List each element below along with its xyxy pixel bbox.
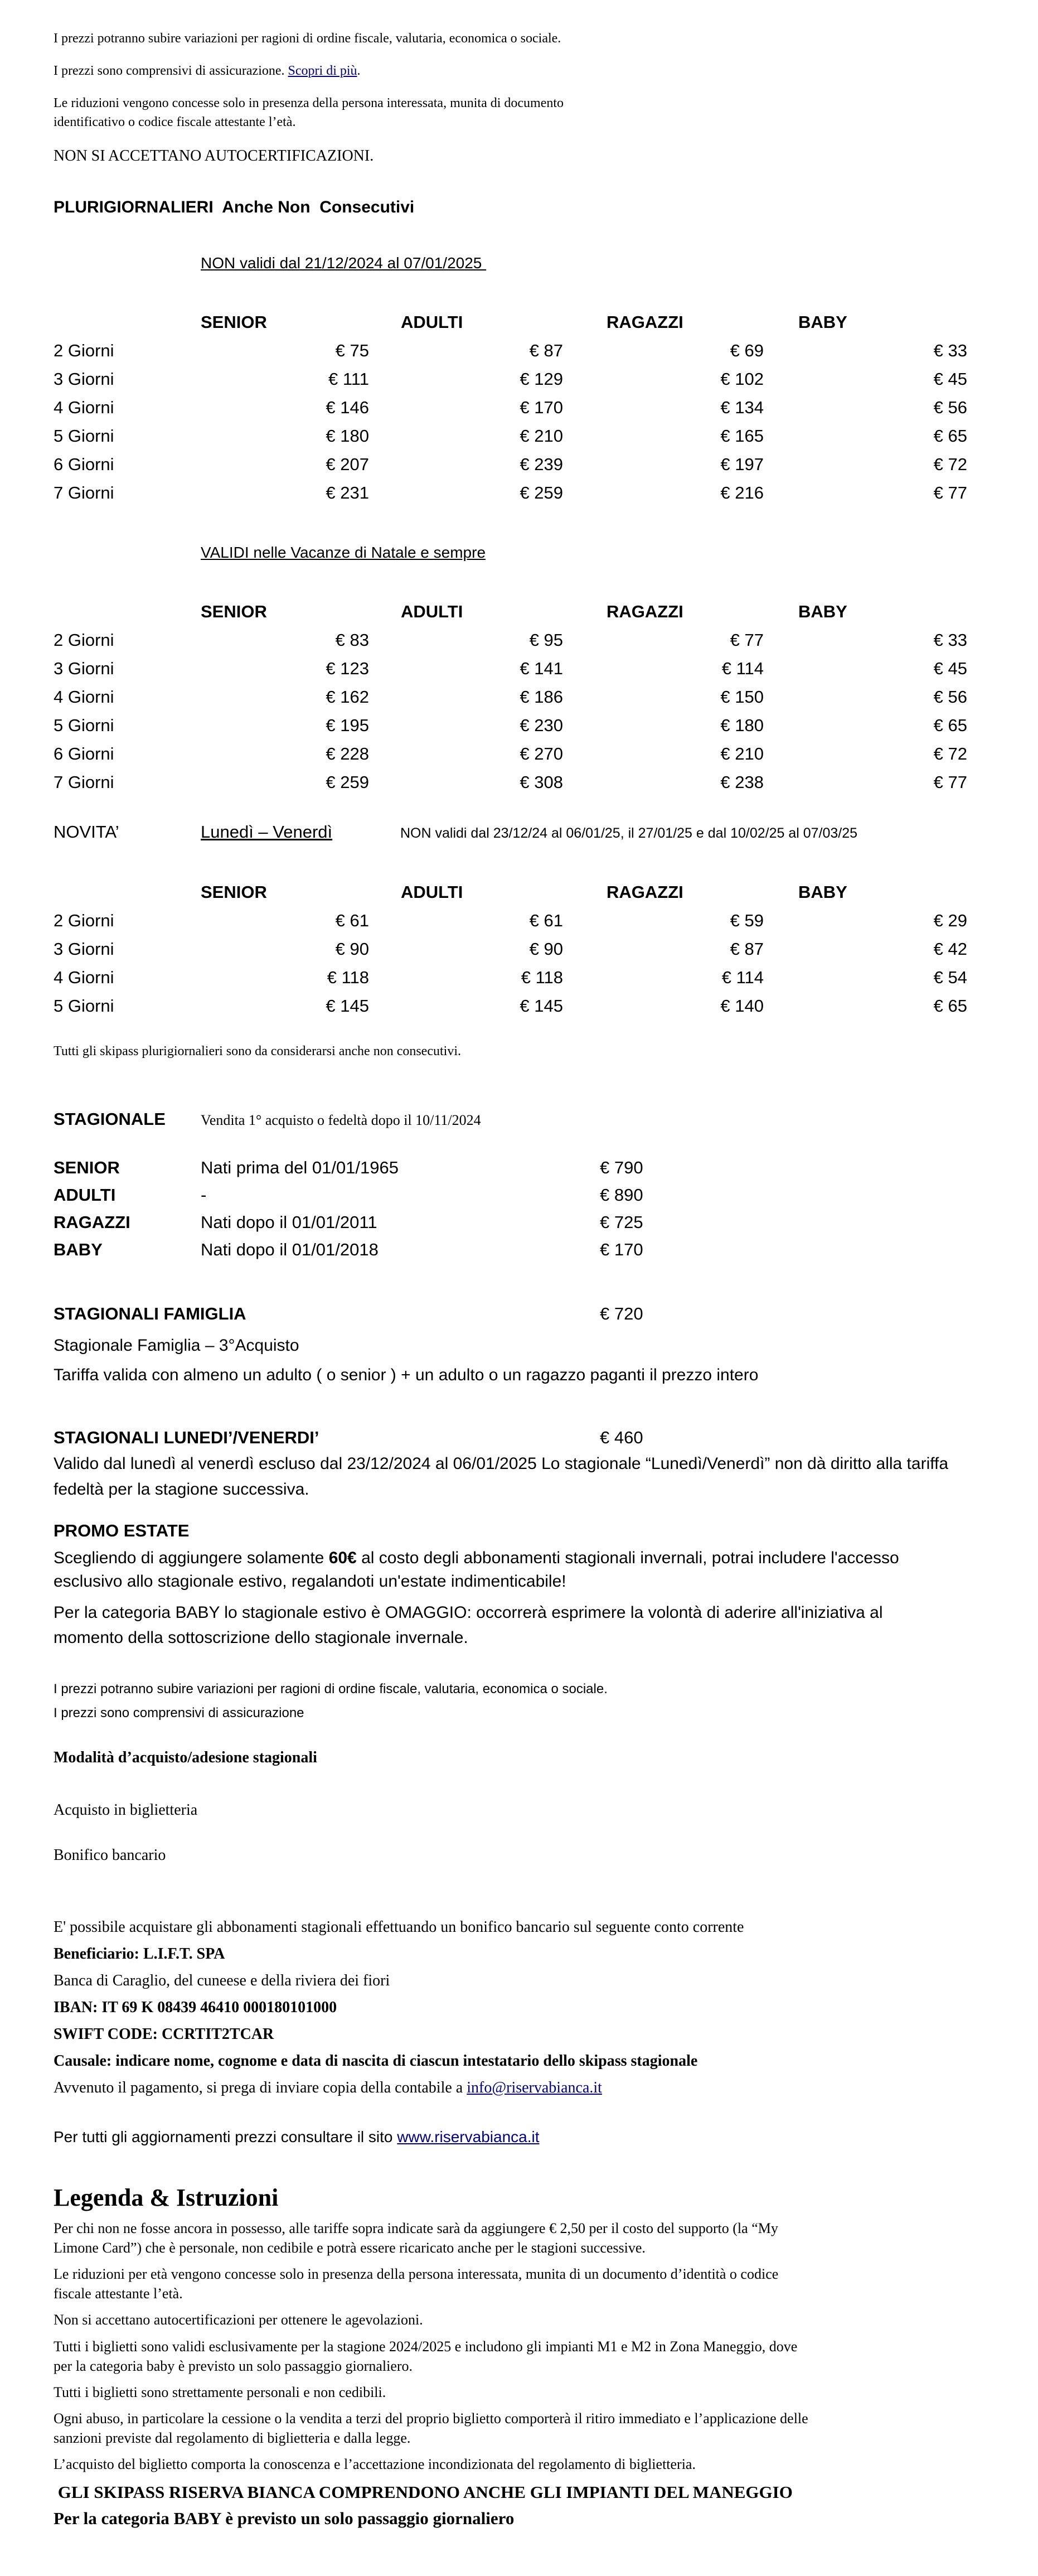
- price-cell: € 207: [326, 455, 369, 475]
- table1-subtitle-row: [201, 254, 999, 272]
- table3-subtitle: Lunedì – Venerdì: [201, 822, 333, 842]
- price-cell: € 72: [933, 455, 967, 475]
- table-row: [54, 450, 999, 479]
- price-cell: € 77: [933, 483, 967, 503]
- modalita-item-bonifico: Bonifico bancario: [54, 1847, 166, 1864]
- table-row: [54, 963, 999, 992]
- table3-validity-note: NON validi dal 23/12/24 al 06/01/25, il 27/01/25 e dal 10/02/25 al 07/03/25: [400, 825, 858, 842]
- category-desc: Nati dopo il 01/01/2011: [201, 1212, 377, 1232]
- category-label: RAGAZZI: [54, 1212, 130, 1232]
- table2-header-row: [54, 597, 999, 626]
- price-cell: € 210: [720, 744, 764, 764]
- price-cell: € 61: [529, 911, 563, 931]
- lunven-validity-note: Valido dal lunedì al venerdì escluso dal 23/12/2024 al 06/01/2025 Lo stagionale “Lunedì/Venerdì” non dà diritto alla tariffa fedeltà per la stagione successiva.: [54, 1454, 949, 1499]
- price-cell: € 720: [600, 1303, 643, 1323]
- row-label: 2 Giorni: [54, 630, 114, 650]
- assicurazione-text: I prezzi sono comprensivi di assicurazione.: [54, 64, 288, 79]
- column-header-ragazzi: RAGAZZI: [607, 312, 683, 332]
- prices-note-2: I prezzi sono comprensivi di assicurazione: [54, 1705, 304, 1720]
- row-label: 5 Giorni: [54, 716, 114, 736]
- table-row: [54, 740, 999, 768]
- legenda-title: Legenda & Istruzioni: [54, 2184, 279, 2212]
- table-row: [54, 1209, 999, 1236]
- price-cell: € 145: [520, 996, 563, 1016]
- price-cell: € 95: [529, 630, 563, 650]
- price-cell: € 259: [326, 772, 369, 792]
- row-label: 6 Giorni: [54, 455, 114, 475]
- price-cell: € 170: [600, 1239, 643, 1259]
- famiglia-tariffa-note: Tariffa valida con almeno un adulto ( o senior ) + un adulto o un ragazzo paganti il prezzo intero: [54, 1365, 759, 1384]
- table-row: [54, 654, 999, 683]
- maneggio-bold-note: GLI SKIPASS RISERVA BIANCA COMPRENDONO ANCHE GLI IMPIANTI DEL MANEGGIO Per la categoria BABY è previsto un solo passaggio giornaliero: [54, 2482, 797, 2528]
- category-label: ADULTI: [54, 1185, 116, 1205]
- stagionali-famiglia-row: [54, 1300, 999, 1327]
- price-cell: € 72: [933, 744, 967, 764]
- table3-header-row: [54, 878, 999, 906]
- price-cell: € 460: [600, 1427, 643, 1447]
- price-table-lunedi-venerdi: [54, 878, 999, 1020]
- table-row: [54, 935, 999, 963]
- table-row: [54, 1236, 999, 1263]
- table-row: [54, 768, 999, 796]
- lunven-label: STAGIONALI LUNEDI’/VENERDI’: [54, 1427, 319, 1447]
- avvenuto-text: Avvenuto il pagamento, si prega di inviare copia della contabile a: [54, 2079, 467, 2097]
- price-cell: € 146: [326, 398, 369, 418]
- price-cell: € 90: [529, 939, 563, 959]
- price-cell: € 61: [335, 911, 369, 931]
- category-label: BABY: [54, 1239, 103, 1259]
- row-label: 4 Giorni: [54, 398, 114, 418]
- price-cell: € 42: [933, 939, 967, 959]
- column-header-adulti: ADULTI: [401, 882, 463, 902]
- promo-p1-post: al costo degli abbonamenti stagionali invernali, potrai includere l'accesso esclusivo allo stagionale estivo, regalandoti un'estate indimenticabile!: [54, 1548, 899, 1591]
- legenda-paragraph: L’acquisto del biglietto comporta la conoscenza e l’accettazione incondizionata del regolamento di biglietteria.: [54, 2456, 696, 2472]
- stagionale-heading-row: [54, 1109, 999, 1129]
- promo-60-euro-bold: 60€: [328, 1548, 357, 1567]
- stagionale-desc: Vendita 1° acquisto o fedeltà dopo il 10/11/2024: [201, 1111, 481, 1128]
- price-cell: € 170: [520, 398, 563, 418]
- price-cell: € 134: [720, 398, 764, 418]
- legenda-section: [54, 2219, 999, 2531]
- table1-header-row: [54, 308, 999, 336]
- aggiornamenti-line: [54, 2128, 999, 2146]
- price-cell: € 87: [730, 939, 764, 959]
- row-label: 4 Giorni: [54, 687, 114, 707]
- price-cell: € 228: [326, 744, 369, 764]
- row-label: 3 Giorni: [54, 939, 114, 959]
- novita-label: NOVITA’: [54, 822, 119, 842]
- promo-paragraph-1: [54, 1546, 957, 1593]
- intro-paragraph-assicurazione: [54, 61, 999, 80]
- famiglia-subtitle: Stagionale Famiglia – 3°Acquisto: [54, 1336, 299, 1355]
- legenda-paragraph: Per chi non ne fosse ancora in possesso, alle tariffe sopra indicate sarà da aggiungere € 2,50 per il costo del supporto (la “My Limone Card”) che è personale, non cedibile e potrà essere ricaricato anche per le stagioni successive.: [54, 2220, 778, 2256]
- price-cell: € 83: [335, 630, 369, 650]
- modalita-title: Modalità d’acquisto/adesione stagionali: [54, 1749, 317, 1767]
- price-cell: € 77: [933, 772, 967, 792]
- avvenuto-line: [54, 2078, 999, 2097]
- price-cell: € 195: [326, 716, 369, 736]
- category-label: SENIOR: [54, 1157, 120, 1177]
- price-cell: € 145: [326, 996, 369, 1016]
- row-label: 7 Giorni: [54, 483, 114, 503]
- row-label: 3 Giorni: [54, 369, 114, 389]
- price-cell: € 65: [933, 716, 967, 736]
- column-header-senior: SENIOR: [201, 882, 267, 902]
- price-cell: € 75: [335, 341, 369, 361]
- aggiornamenti-text: Per tutti gli aggiornamenti prezzi consultare il sito: [54, 2128, 397, 2146]
- legenda-paragraph: Non si accettano autocertificazioni per ottenere le agevolazioni.: [54, 2312, 423, 2328]
- stagionali-lunven-row: [54, 1424, 999, 1451]
- price-cell: € 239: [520, 455, 563, 475]
- price-cell: € 69: [730, 341, 764, 361]
- famiglia-label: STAGIONALI FAMIGLIA: [54, 1303, 246, 1323]
- table-row: [54, 479, 999, 507]
- row-label: 2 Giorni: [54, 911, 114, 931]
- price-cell: € 123: [326, 659, 369, 679]
- table-row: [54, 422, 999, 450]
- table1-subtitle: NON validi dal 21/12/2024 al 07/01/2025: [201, 254, 487, 272]
- price-cell: € 180: [326, 426, 369, 446]
- beneficiario-line: Beneficiario: L.I.F.T. SPA: [54, 1945, 225, 1963]
- legenda-paragraph: Tutti i biglietti sono strettamente personali e non cedibili.: [54, 2384, 386, 2400]
- price-cell: € 45: [933, 659, 967, 679]
- prices-note-block: [54, 1677, 999, 1725]
- promo-estate-title: PROMO ESTATE: [54, 1520, 190, 1540]
- row-label: 5 Giorni: [54, 996, 114, 1016]
- price-cell: € 87: [529, 341, 563, 361]
- price-cell: € 186: [520, 687, 563, 707]
- price-cell: € 65: [933, 426, 967, 446]
- causale-line: Causale: indicare nome, cognome e data di nascita di ciascun intestatario dello skipass stagionale: [54, 2052, 698, 2070]
- price-cell: € 216: [720, 483, 764, 503]
- price-cell: € 308: [520, 772, 563, 792]
- price-cell: € 210: [520, 426, 563, 446]
- table2-subtitle: VALIDI nelle Vacanze di Natale e sempre: [201, 544, 486, 562]
- table-row: [54, 626, 999, 654]
- price-cell: € 118: [521, 968, 563, 988]
- category-desc: Nati dopo il 01/01/2018: [201, 1239, 379, 1259]
- table-row: [54, 711, 999, 740]
- price-cell: € 114: [721, 659, 764, 679]
- category-desc: -: [201, 1185, 207, 1205]
- price-cell: € 140: [720, 996, 764, 1016]
- column-header-baby: BABY: [798, 882, 847, 902]
- column-header-adulti: ADULTI: [401, 312, 463, 332]
- row-label: 6 Giorni: [54, 744, 114, 764]
- price-cell: € 102: [720, 369, 764, 389]
- price-cell: € 180: [720, 716, 764, 736]
- plurigiornalieri-footnote: Tutti gli skipass plurigiornalieri sono da considerarsi anche non consecutivi.: [54, 1044, 461, 1059]
- table-row: [54, 393, 999, 422]
- table2-subtitle-row: [201, 544, 999, 562]
- price-cell: € 33: [933, 341, 967, 361]
- price-cell: € 56: [933, 687, 967, 707]
- column-header-senior: SENIOR: [201, 602, 267, 622]
- column-header-adulti: ADULTI: [401, 602, 463, 622]
- price-cell: € 45: [933, 369, 967, 389]
- row-label: 3 Giorni: [54, 659, 114, 679]
- price-cell: € 111: [328, 369, 369, 389]
- promo-p1-pre: Scegliendo di aggiungere solamente: [54, 1548, 329, 1567]
- plurigiornalieri-title: PLURIGIORNALIERI Anche Non Consecutivi: [54, 198, 415, 217]
- price-cell: € 165: [720, 426, 764, 446]
- price-cell: € 59: [730, 911, 764, 931]
- modalita-item-biglietteria: Acquisto in biglietteria: [54, 1801, 198, 1819]
- price-cell: € 790: [600, 1157, 643, 1177]
- table-row: [54, 992, 999, 1020]
- bonifico-intro: E' possibile acquistare gli abbonamenti stagionali effettuando un bonifico bancario sul seguente conto corrente: [54, 1918, 744, 1936]
- price-cell: € 197: [720, 455, 764, 475]
- swift-line: SWIFT CODE: CCRTIT2TCAR: [54, 2026, 274, 2043]
- stagionale-label: STAGIONALE: [54, 1109, 166, 1129]
- table-row: [54, 1154, 999, 1181]
- legenda-paragraph: Le riduzioni per età vengono concesse solo in presenza della persona interessata, munita di un documento d’identità o codice fiscale attestante l’età.: [54, 2266, 779, 2302]
- column-header-ragazzi: RAGAZZI: [607, 602, 683, 622]
- promo-paragraph-2: Per la categoria BABY lo stagionale estivo è OMAGGIO: occorrerà esprimere la volontà di aderire all'iniziativa al momento della sottoscrizione dello stagionale invernale.: [54, 1603, 883, 1647]
- legenda-paragraph: Ogni abuso, in particolare la cessione o la vendita a terzi del proprio biglietto comporterà il ritiro immediato e l’applicazione delle sanzioni previste dal regolamento di biglietteria e dalla legge.: [54, 2410, 808, 2446]
- scopri-di-piu-link[interactable]: Scopri di più: [288, 64, 357, 79]
- price-cell: € 129: [520, 369, 563, 389]
- table-row: [54, 1181, 999, 1209]
- price-cell: € 231: [326, 483, 369, 503]
- table-row: [54, 683, 999, 711]
- price-cell: € 150: [720, 687, 764, 707]
- price-cell: € 141: [520, 659, 563, 679]
- row-label: 5 Giorni: [54, 426, 114, 446]
- column-header-baby: BABY: [798, 602, 847, 622]
- iban-line: IBAN: IT 69 K 08439 46410 000180101000: [54, 1999, 337, 2017]
- price-cell: € 118: [327, 968, 369, 988]
- price-cell: € 114: [721, 968, 764, 988]
- table-row: [54, 906, 999, 935]
- price-cell: € 65: [933, 996, 967, 1016]
- row-label: 2 Giorni: [54, 341, 114, 361]
- price-cell: € 890: [600, 1185, 643, 1205]
- price-cell: € 230: [520, 716, 563, 736]
- intro-paragraph-variazioni: I prezzi potranno subire variazioni per ragioni di ordine fiscale, valutaria, economica o sociale.: [54, 31, 561, 46]
- price-cell: € 56: [933, 398, 967, 418]
- category-desc: Nati prima del 01/01/1965: [201, 1157, 399, 1177]
- price-table-non-validi: [54, 308, 999, 507]
- price-cell: € 270: [520, 744, 563, 764]
- prices-note-1: I prezzi potranno subire variazioni per ragioni di ordine fiscale, valutaria, economica o sociale.: [54, 1681, 608, 1697]
- table-row: [54, 365, 999, 393]
- price-cell: € 29: [933, 911, 967, 931]
- price-cell: € 725: [600, 1212, 643, 1232]
- banca-line: Banca di Caraglio, del cuneese e della riviera dei fiori: [54, 1972, 390, 1990]
- column-header-senior: SENIOR: [201, 312, 267, 332]
- price-cell: € 162: [326, 687, 369, 707]
- price-cell: € 90: [335, 939, 369, 959]
- assicurazione-period: .: [357, 64, 361, 79]
- email-link[interactable]: info@riservabianca.it: [467, 2079, 602, 2097]
- row-label: 7 Giorni: [54, 772, 114, 792]
- novita-row: [54, 822, 999, 842]
- price-cell: € 33: [933, 630, 967, 650]
- column-header-ragazzi: RAGAZZI: [607, 882, 683, 902]
- stagionale-table: [54, 1154, 999, 1263]
- price-cell: € 77: [730, 630, 764, 650]
- price-table-validi-natale: [54, 597, 999, 796]
- website-link[interactable]: www.riservabianca.it: [397, 2128, 540, 2146]
- price-cell: € 259: [520, 483, 563, 503]
- column-header-baby: BABY: [798, 312, 847, 332]
- intro-paragraph-autocertificazioni: NON SI ACCETTANO AUTOCERTIFICAZIONI.: [54, 147, 374, 165]
- table-row: [54, 336, 999, 365]
- price-cell: € 54: [933, 968, 967, 988]
- intro-paragraph-riduzioni: Le riduzioni vengono concesse solo in presenza della persona interessata, munita di documento identificativo o codice fiscale attestante l’età.: [54, 96, 564, 130]
- row-label: 4 Giorni: [54, 968, 114, 988]
- legenda-paragraph: Tutti i biglietti sono validi esclusivamente per la stagione 2024/2025 e includono gli impianti M1 e M2 in Zona Maneggio, dove per la categoria baby è previsto un solo passaggio giornaliero.: [54, 2338, 798, 2374]
- price-cell: € 238: [720, 772, 764, 792]
